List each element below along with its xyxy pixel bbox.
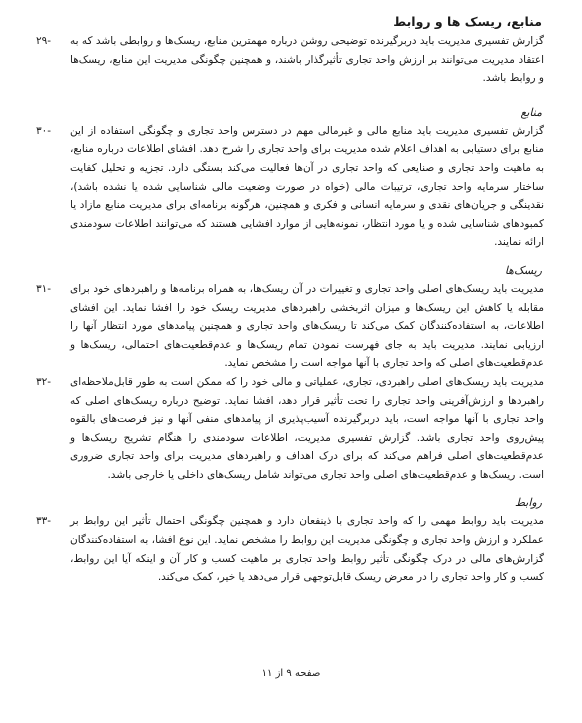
paragraph-33-text: مدیریت باید روابط مهمی را که واحد تجاری با ذینفعان دارد و همچنین چگونگی احتمال تأثیر این روابط بر عملکرد و ارزش واحد تجاری و چگونگی مدیریت این روابط را مشخص نماید. این نوع افشا، به استفاده‌کنندگان گزارش‌های مالی در درک چگونگی تأثیر روابط واحد تجاری بر ماهیت کسب و کار آن و اینکه آیا این روابط، کسب و کار واحد تجاری را در معرض ریسک قابل‌توجهی قرار می‌دهد یا خیر، کمک می‌کند. (70, 515, 544, 584)
paragraph-29-text: گزارش تفسیری مدیریت باید دربرگیرنده توضیحی روشن درباره مهمترین منابع، ریسک‌ها و روابطی باشد که به اعتقاد مدیریت می‌توانند بر ارزش واحد تجاری تأثیرگذار باشند، و همچنین چگونگی مدیریت این منابع، ریسک‌ها و روابط باشد. (70, 35, 544, 85)
paragraph-31-text: مدیریت باید ریسک‌های اصلی واحد تجاری و تغییرات در آن ریسک‌ها، به همراه برنامه‌ها و راهبردهای خود برای مقابله یا کاهش این ریسک‌ها و میزان اثربخشی راهبردهای مدیریت ریسک خود را افشا نماید. این افشای اطلاعات، به استفاده‌کنندگان کمک می‌کند تا ریسک‌های واحد تجاری و همچنین پیامدهای مورد انتظار آنها را ارزیابی نمایند. مدیریت باید به جای فهرست نمودن تمام ریسک‌ها و عدم‌قطعیت‌های احتمالی، ریسک‌ها و عدم‌قطعیت‌های اصلی که واحد تجاری با آنها مواجه است را مشخص نماید. (70, 282, 544, 370)
paragraph-32-number: ۳۲- (36, 375, 52, 388)
page-footer: صفحه ۹ از ۱۱ (261, 668, 321, 679)
paragraph-30-text: گزارش تفسیری مدیریت باید منابع مالی و غیرمالی مهم در دسترس واحد تجاری و چگونگی استفاده از این منابع برای دستیابی به اهداف اعلام شده مدیریت برای واحد تجاری را شرح دهد. افشای اطلاعات درباره منابع، به ماهیت واحد تجاری و صنایعی که واحد تجاری در آن‌ها فعالیت می‌کند بستگی دارد. تجزیه و تحلیل کفایت ساختار سرمایه واحد تجاری، ترتیبات مالی (خواه در صورت وضعیت مالی شناسایی شده یا نشده باشد)، نقدینگی و جریان‌های نقدی و سرمایه انسانی و فکری و همچنین، هرگونه برنامه‌ای برای مدیریت منابع مازاد یا کمبودهای شناسایی شده و یا مورد انتظار، نمونه‌هایی از موارد افشایی هستند که می‌توانند اطلاعات سودمندی ارائه نمایند. (70, 124, 544, 249)
paragraph-33 (36, 512, 544, 586)
paragraph-29-number: ۲۹- (36, 35, 52, 47)
subheading-relations: روابط (514, 496, 542, 510)
subheading-risks: ریسک‌ها (504, 263, 542, 277)
section-heading: منابع، ریسک ها و روابط (393, 14, 542, 29)
subheading-resources: منابع (520, 105, 542, 119)
paragraph-29 (36, 32, 544, 88)
paragraph-32 (36, 373, 544, 485)
paragraph-31-number: ۳۱- (36, 282, 52, 295)
paragraph-30 (36, 122, 544, 252)
paragraph-32-text: مدیریت باید ریسک‌های اصلی راهبردی، تجاری، عملیاتی و مالی خود را که ممکن است به طور قابل‌ملاحظه‌ای راهبردها و ارزش‌آفرینی واحد تجاری را تحت تأثیر قرار دهد، افشا نماید. توضیح درباره ریسک‌های اصلی که واحد تجاری با آنها مواجه است، باید دربرگیرنده آسیب‌پذیری از پیامدهای منفی آنها و نیز فرصت‌های بالقوه پیش‌روی واحد تجاری باشد. گزارش تفسیری مدیریت، اطلاعات سودمندی را هنگام تشریح ریسک‌ها و عدم‌قطعیت‌های اصلی فراهم می‌کند که برای درک اهداف و راهبردهای مدیریت برای واحد تجاری ضروری است. ریسک‌ها و عدم‌قطعیت‌های اصلی واحد تجاری می‌تواند شامل ریسک‌های داخلی یا خارجی باشد. (70, 375, 544, 481)
paragraph-31 (36, 280, 544, 373)
paragraph-30-number: ۳۰- (36, 124, 52, 137)
paragraph-33-number: ۳۳- (36, 515, 52, 528)
